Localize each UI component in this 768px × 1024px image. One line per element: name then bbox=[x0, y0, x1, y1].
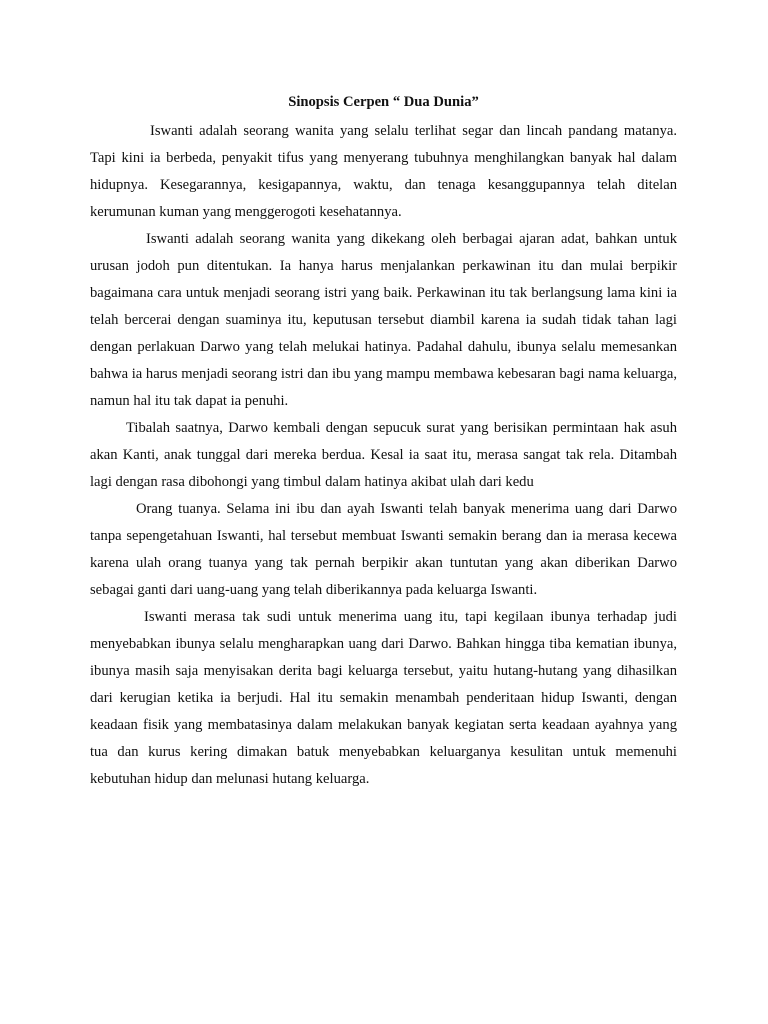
document-page bbox=[90, 92, 677, 793]
paragraph-2: Iswanti adalah seorang wanita yang dikekang oleh berbagai ajaran adat, bahkan untuk urusan jodoh pun ditentukan. Ia hanya harus menjalankan perkawinan itu dan mulai berpikir bagaimana cara untuk menjadi seorang istri yang baik. Perkawinan itu tak berlangsung lama kini ia telah bercerai dengan suaminya itu, keputusan tersebut diambil karena ia sudah tidak tahan lagi dengan perlakuan Darwo yang telah melukai hatinya. Padahal dahulu, ibunya selalu memesankan bahwa ia harus menjadi seorang istri dan ibu yang mampu membawa kebesaran bagi nama keluarga, namun hal itu tak dapat ia penuhi. bbox=[90, 231, 677, 409]
paragraph-1: Iswanti adalah seorang wanita yang selalu terlihat segar dan lincah pandang matanya. Tapi kini ia berbeda, penyakit tifus yang menyerang tubuhnya menghilangkan banyak hal dalam hidupnya. Kesegarannya, kesigapannya, waktu, dan tenaga kesanggupannya telah ditelan kerumunan kuman yang menggerogoti kesehatannya. bbox=[90, 123, 677, 220]
paragraph-4: Orang tuanya. Selama ini ibu dan ayah Iswanti telah banyak menerima uang dari Darwo tanpa sepengetahuan Iswanti, hal tersebut membuat Iswanti semakin berang dan ia merasa kecewa karena ulah orang tuanya yang tak pernah berpikir akan tuntutan yang akan diberikan Darwo sebagai ganti dari uang-uang yang telah diberikannya pada keluarga Iswanti. bbox=[90, 501, 677, 598]
paragraph-3: Tibalah saatnya, Darwo kembali dengan sepucuk surat yang berisikan permintaan hak asuh akan Kanti, anak tunggal dari mereka berdua. Kesal ia saat itu, merasa sangat tak rela. Ditambah lagi dengan rasa dibohongi yang timbul dalam hatinya akibat ulah dari kedu bbox=[90, 420, 677, 490]
paragraph-5: Iswanti merasa tak sudi untuk menerima uang itu, tapi kegilaan ibunya terhadap judi menyebabkan ibunya selalu mengharapkan uang dari Darwo. Bahkan hingga tiba kematian ibunya, ibunya masih saja menyisakan derita bagi keluarga tersebut, yaitu hutang-hutang yang dihasilkan dari kerugian ketika ia berjudi. Hal itu semakin menambah penderitaan hidup Iswanti, dengan keadaan fisik yang membatasinya dalam melakukan banyak kegiatan serta keadaan ayahnya yang tua dan kurus kering dimakan batuk menyebabkan keluarganya kesulitan untuk memenuhi kebutuhan hidup dan melunasi hutang keluarga. bbox=[90, 609, 677, 787]
document-title: Sinopsis Cerpen “ Dua Dunia” bbox=[288, 94, 479, 110]
